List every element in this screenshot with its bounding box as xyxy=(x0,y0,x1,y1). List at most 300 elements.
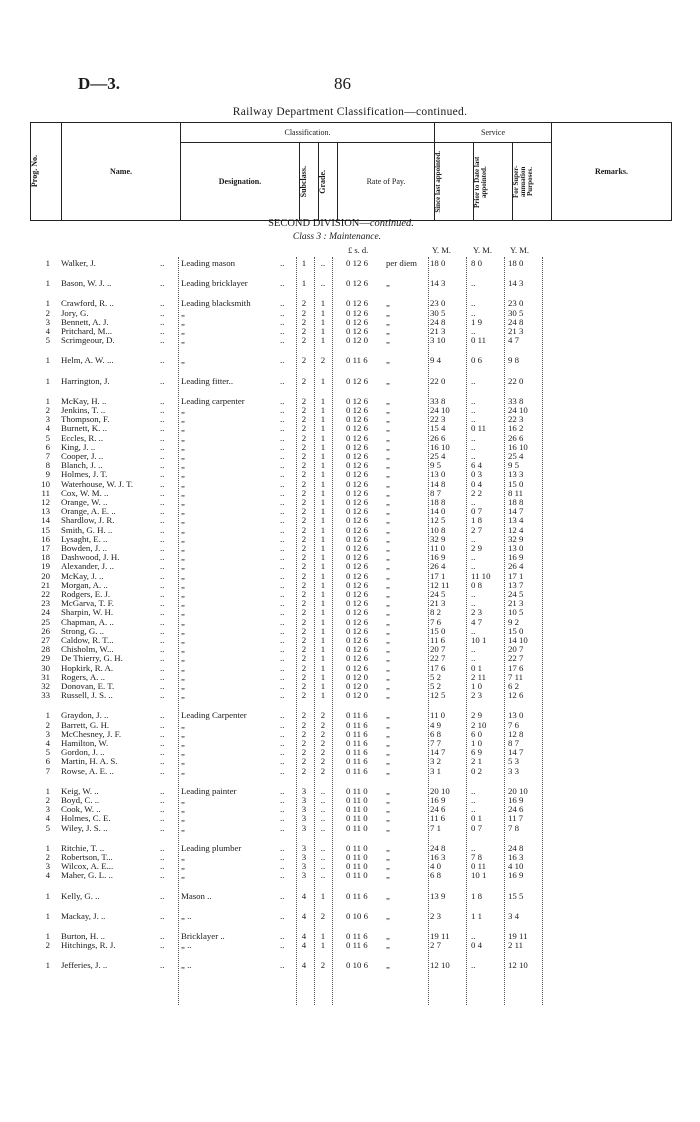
row-designation: „ xyxy=(181,625,185,636)
row-rate-period: „ xyxy=(386,533,390,544)
row-superannuation: 24 6 xyxy=(508,804,524,815)
row-rate-period: „ xyxy=(386,738,390,748)
row-subclass: 1 xyxy=(301,258,307,268)
row-rate-period: „ xyxy=(386,653,390,664)
row-grade: 1 xyxy=(320,335,326,346)
row-designation: Leading painter xyxy=(181,785,237,796)
table-row xyxy=(0,823,700,834)
row-prog-no: 1 xyxy=(45,258,50,268)
row-prog-no: 5 xyxy=(45,822,50,833)
row-designation: „ .. xyxy=(181,940,192,951)
row-leader: .. xyxy=(280,910,285,921)
row-subclass: 3 xyxy=(301,822,307,833)
row-subclass: 2 xyxy=(301,414,307,425)
row-rate-period: „ xyxy=(386,910,390,921)
row-subclass: 2 xyxy=(301,552,307,563)
row-prog-no: 3 xyxy=(45,728,50,739)
row-leader: .. xyxy=(280,298,285,309)
row-rate-period: „ xyxy=(386,543,390,553)
row-rate-period: „ xyxy=(386,940,390,951)
row-rate: 0 11 0 xyxy=(346,795,368,805)
row-designation: „ xyxy=(181,765,185,776)
row-superannuation: 21 3 xyxy=(508,598,524,609)
col-since-last: Since last appointed. xyxy=(434,150,442,213)
row-name: Boyd, C. .. xyxy=(61,795,100,805)
row-grade: .. xyxy=(320,804,326,815)
col-prog-no: Prog. No. xyxy=(30,155,39,188)
row-designation: Mason .. xyxy=(181,890,212,901)
row-since-last: 7 1 xyxy=(430,822,441,833)
row-since-last: 12 5 xyxy=(430,515,446,526)
row-prior: 2 10 xyxy=(471,719,487,730)
row-name: Keig, W. .. xyxy=(61,785,99,796)
row-leader: .. xyxy=(160,813,165,824)
row-since-last: 2 7 xyxy=(430,940,441,951)
row-subclass: 3 xyxy=(301,813,307,824)
row-leader: .. xyxy=(160,524,165,535)
row-name: Rowse, A. E. .. xyxy=(61,765,114,776)
row-since-last: 4 0 xyxy=(430,861,441,872)
row-leader: .. xyxy=(160,671,165,682)
row-rate: 0 12 6 xyxy=(346,598,368,609)
row-leader: .. xyxy=(280,795,285,805)
row-designation: „ xyxy=(181,460,185,471)
row-rate-period: per diem xyxy=(386,258,418,268)
row-leader: .. xyxy=(280,728,285,739)
row-rate-period: „ xyxy=(386,931,390,941)
row-rate-period: „ xyxy=(386,861,390,872)
row-leader: .. xyxy=(280,644,285,655)
row-designation: „ xyxy=(181,497,185,507)
row-prior: 10 1 xyxy=(471,635,487,645)
row-leader: .. xyxy=(160,756,165,767)
row-leader: .. xyxy=(280,395,285,406)
row-rate-period: „ xyxy=(386,469,390,480)
row-leader: .. xyxy=(280,524,285,535)
row-leader: .. xyxy=(280,870,285,881)
row-prog-no: 5 xyxy=(45,432,50,443)
row-superannuation: 9 8 xyxy=(508,355,519,366)
row-name: Lysaght, E. .. xyxy=(61,533,108,544)
row-rate-period: „ xyxy=(386,375,390,386)
row-designation: „ xyxy=(181,747,185,758)
row-since-last: 11 0 xyxy=(430,710,446,721)
row-prior: .. xyxy=(471,552,476,563)
row-superannuation: 19 11 xyxy=(508,931,528,941)
row-subclass: 2 xyxy=(301,598,307,609)
row-leader: .. xyxy=(280,432,285,443)
row-name: Graydon, J. .. xyxy=(61,710,109,721)
row-leader: .. xyxy=(160,861,165,872)
row-grade: 1 xyxy=(320,635,326,645)
row-superannuation: 8 7 xyxy=(508,738,519,748)
row-rate: 0 12 6 xyxy=(346,307,368,318)
row-name: Martin, H. A. S. xyxy=(61,756,118,767)
row-name: Donovan, E. T. xyxy=(61,681,115,691)
row-designation: Leading Carpenter xyxy=(181,710,247,721)
row-superannuation: 22 7 xyxy=(508,653,524,664)
row-since-last: 9 5 xyxy=(430,460,441,471)
row-name: Thompson, F. xyxy=(61,414,110,425)
row-superannuation: 24 8 xyxy=(508,316,524,327)
row-grade: 1 xyxy=(320,890,326,901)
row-rate-period: „ xyxy=(386,552,390,563)
row-designation: „ xyxy=(181,570,185,581)
row-prior: 0 11 xyxy=(471,861,487,872)
row-rate-period: „ xyxy=(386,728,390,739)
row-superannuation: 12 6 xyxy=(508,690,524,701)
row-name: De Thierry, G. H. xyxy=(61,653,123,664)
row-grade: .. xyxy=(320,870,326,881)
row-grade: 1 xyxy=(320,460,326,471)
row-leader: .. xyxy=(160,335,165,346)
row-since-last: 26 6 xyxy=(430,432,446,443)
row-superannuation: 13 0 xyxy=(508,543,524,553)
row-name: Burton, H. .. xyxy=(61,931,105,941)
row-name: Robertson, T... xyxy=(61,852,113,862)
row-designation: „ xyxy=(181,355,185,366)
row-leader: .. xyxy=(280,852,285,862)
row-rate: 0 12 6 xyxy=(346,644,368,655)
row-superannuation: 17 6 xyxy=(508,662,524,673)
row-subclass: 4 xyxy=(301,960,307,971)
row-subclass: 2 xyxy=(301,728,307,739)
row-rate-period: „ xyxy=(386,487,390,498)
row-grade: 1 xyxy=(320,478,326,489)
row-leader: .. xyxy=(280,316,285,327)
row-rate-period: „ xyxy=(386,852,390,862)
row-since-last: 4 9 xyxy=(430,719,441,730)
row-superannuation: 18 0 xyxy=(508,258,524,268)
row-superannuation: 20 10 xyxy=(508,785,528,796)
row-name: Rodgers, E. J. xyxy=(61,589,111,599)
row-superannuation: 11 7 xyxy=(508,813,524,824)
row-designation: „ xyxy=(181,478,185,489)
row-prog-no: 1 xyxy=(45,890,50,901)
row-rate: 0 11 0 xyxy=(346,813,368,824)
row-leader: .. xyxy=(280,469,285,480)
row-leader: .. xyxy=(280,515,285,526)
row-rate: 0 12 6 xyxy=(346,662,368,673)
row-name: Jenkins, T. .. xyxy=(61,405,106,415)
row-rate: 0 11 0 xyxy=(346,861,368,872)
row-superannuation: 9 2 xyxy=(508,616,519,627)
row-name: Smith, G. H. .. xyxy=(61,524,113,535)
row-prog-no: 15 xyxy=(41,524,50,535)
row-since-last: 16 9 xyxy=(430,552,446,563)
row-leader: .. xyxy=(160,423,165,434)
row-since-last: 14 3 xyxy=(430,278,446,289)
row-designation: „ xyxy=(181,307,185,318)
row-subclass: 2 xyxy=(301,738,307,748)
row-subclass: 2 xyxy=(301,375,307,386)
row-superannuation: 12 10 xyxy=(508,960,528,971)
row-name: McKay, H. .. xyxy=(61,395,107,406)
row-designation: „ xyxy=(181,326,185,336)
row-prior: .. xyxy=(471,644,476,655)
row-grade: 1 xyxy=(320,931,326,941)
row-rate: 0 12 6 xyxy=(346,570,368,581)
row-subclass: 3 xyxy=(301,842,307,853)
row-prog-no: 7 xyxy=(45,451,50,461)
row-rate-period: „ xyxy=(386,506,390,517)
row-since-last: 15 4 xyxy=(430,423,446,434)
row-rate-period: „ xyxy=(386,579,390,590)
row-rate: 0 12 6 xyxy=(346,616,368,627)
row-prior: 2 9 xyxy=(471,710,482,721)
row-grade: 1 xyxy=(320,616,326,627)
row-rate: 0 11 0 xyxy=(346,822,368,833)
row-rate-period: „ xyxy=(386,747,390,758)
row-designation: „ xyxy=(181,543,185,553)
row-rate-period: „ xyxy=(386,355,390,366)
row-superannuation: 2 11 xyxy=(508,940,524,951)
row-prog-no: 26 xyxy=(41,625,50,636)
row-grade: 1 xyxy=(320,469,326,480)
row-name: Dashwood, J. H. xyxy=(61,552,120,563)
row-subclass: 2 xyxy=(301,515,307,526)
row-leader: .. xyxy=(160,326,165,336)
row-rate: 0 12 6 xyxy=(346,478,368,489)
row-subclass: 3 xyxy=(301,785,307,796)
row-rate: 0 12 6 xyxy=(346,653,368,664)
row-prog-no: 9 xyxy=(45,469,50,480)
row-designation: „ .. xyxy=(181,960,192,971)
row-prog-no: 12 xyxy=(41,497,50,507)
row-prior: .. xyxy=(471,931,476,941)
row-leader: .. xyxy=(280,355,285,366)
page-number: 86 xyxy=(334,74,351,93)
row-designation: „ xyxy=(181,728,185,739)
row-name: Cook, W. .. xyxy=(61,804,101,815)
row-name: Waterhouse, W. J. T. xyxy=(61,478,134,489)
row-rate-period: „ xyxy=(386,607,390,618)
row-rate: 0 11 6 xyxy=(346,940,368,951)
row-subclass: 2 xyxy=(301,756,307,767)
row-rate-period: „ xyxy=(386,515,390,526)
row-leader: .. xyxy=(160,616,165,627)
row-superannuation: 16 2 xyxy=(508,423,524,434)
row-prog-no: 24 xyxy=(41,607,50,618)
row-superannuation: 24 5 xyxy=(508,589,524,599)
row-name: Bason, W. J. .. xyxy=(61,278,112,289)
row-superannuation: 24 8 xyxy=(508,842,524,853)
row-designation: „ xyxy=(181,316,185,327)
row-designation: „ xyxy=(181,616,185,627)
row-rate: 0 11 6 xyxy=(346,765,368,776)
row-leader: .. xyxy=(280,497,285,507)
row-rate: 0 12 6 xyxy=(346,258,368,268)
row-designation: „ xyxy=(181,524,185,535)
row-prog-no: 4 xyxy=(45,326,50,336)
row-rate: 0 12 6 xyxy=(346,316,368,327)
row-leader: .. xyxy=(160,589,165,599)
row-rate-period: „ xyxy=(386,478,390,489)
row-grade: 1 xyxy=(320,644,326,655)
row-grade: 1 xyxy=(320,405,326,415)
row-since-last: 22 0 xyxy=(430,375,446,386)
row-since-last: 15 0 xyxy=(430,625,446,636)
row-subclass: 2 xyxy=(301,460,307,471)
row-prior: 6 4 xyxy=(471,460,482,471)
row-prog-no: 2 xyxy=(45,307,50,318)
row-designation: „ xyxy=(181,451,185,461)
col-name: Name. xyxy=(62,123,181,221)
row-grade: 2 xyxy=(320,738,326,748)
row-since-last: 5 2 xyxy=(430,681,441,691)
row-grade: 1 xyxy=(320,598,326,609)
row-grade: 2 xyxy=(320,960,326,971)
row-leader: .. xyxy=(280,710,285,721)
row-prog-no: 6 xyxy=(45,441,50,452)
units-since-last: Y. M. xyxy=(432,245,451,255)
row-leader: .. xyxy=(160,940,165,951)
row-designation: „ xyxy=(181,335,185,346)
row-grade: 1 xyxy=(320,375,326,386)
row-rate: 0 11 0 xyxy=(346,870,368,881)
row-name: Strong, G. .. xyxy=(61,625,105,636)
row-leader: .. xyxy=(280,738,285,748)
row-subclass: 2 xyxy=(301,635,307,645)
row-prog-no: 10 xyxy=(41,478,50,489)
row-prior: .. xyxy=(471,497,476,507)
row-prior: .. xyxy=(471,326,476,336)
row-superannuation: 22 3 xyxy=(508,414,524,425)
row-prog-no: 16 xyxy=(41,533,50,544)
row-leader: .. xyxy=(280,671,285,682)
row-prog-no: 2 xyxy=(45,405,50,415)
row-grade: 1 xyxy=(320,506,326,517)
row-leader: .. xyxy=(280,785,285,796)
row-rate-period: „ xyxy=(386,335,390,346)
row-since-last: 12 11 xyxy=(430,579,450,590)
row-name: Harrington, J. xyxy=(61,375,110,386)
row-rate-period: „ xyxy=(386,460,390,471)
row-subclass: 2 xyxy=(301,307,307,318)
row-leader: .. xyxy=(160,469,165,480)
row-leader: .. xyxy=(280,635,285,645)
row-prog-no: 1 xyxy=(45,960,50,971)
col-group-classification: Classification. xyxy=(181,123,435,143)
row-prior: .. xyxy=(471,795,476,805)
row-superannuation: 13 4 xyxy=(508,515,524,526)
row-leader: .. xyxy=(160,681,165,691)
row-designation: „ xyxy=(181,813,185,824)
row-designation: Leading mason xyxy=(181,258,235,268)
row-rate-period: „ xyxy=(386,497,390,507)
col-rate-of-pay: Rate of Pay. xyxy=(338,143,435,221)
row-name: Orange, A. E. .. xyxy=(61,506,116,517)
row-rate: 0 12 6 xyxy=(346,561,368,572)
row-since-last: 24 10 xyxy=(430,405,450,415)
row-designation: „ xyxy=(181,469,185,480)
row-grade: 1 xyxy=(320,432,326,443)
row-rate-period: „ xyxy=(386,710,390,721)
row-rate: 0 12 6 xyxy=(346,506,368,517)
row-grade: 1 xyxy=(320,570,326,581)
row-name: Kelly, G. .. xyxy=(61,890,100,901)
row-leader: .. xyxy=(160,785,165,796)
row-since-last: 3 2 xyxy=(430,756,441,767)
row-leader: .. xyxy=(160,960,165,971)
row-rate-period: „ xyxy=(386,681,390,691)
row-designation: „ xyxy=(181,515,185,526)
row-leader: .. xyxy=(280,940,285,951)
row-since-last: 22 7 xyxy=(430,653,446,664)
row-prior: .. xyxy=(471,441,476,452)
row-leader: .. xyxy=(280,423,285,434)
row-rate-period: „ xyxy=(386,405,390,415)
row-prog-no: 1 xyxy=(45,278,50,289)
table-row xyxy=(0,278,700,289)
row-prior: 1 0 xyxy=(471,681,482,691)
row-prog-no: 29 xyxy=(41,653,50,664)
row-rate: 0 12 6 xyxy=(346,533,368,544)
table-row xyxy=(0,911,700,922)
row-since-last: 14 0 xyxy=(430,506,446,517)
row-leader: .. xyxy=(160,432,165,443)
row-rate: 0 11 6 xyxy=(346,747,368,758)
row-leader: .. xyxy=(160,607,165,618)
row-rate-period: „ xyxy=(386,441,390,452)
row-prog-no: 3 xyxy=(45,861,50,872)
col-grade: Grade. xyxy=(318,169,327,194)
row-rate: 0 11 6 xyxy=(346,890,368,901)
row-leader: .. xyxy=(280,589,285,599)
row-prog-no: 4 xyxy=(45,738,50,748)
row-superannuation: 14 7 xyxy=(508,506,524,517)
row-superannuation: 12 8 xyxy=(508,728,524,739)
row-name: Jefferies, J. .. xyxy=(61,960,108,971)
row-grade: 1 xyxy=(320,653,326,664)
row-leader: .. xyxy=(280,278,285,289)
row-designation: „ xyxy=(181,804,185,815)
row-superannuation: 5 3 xyxy=(508,756,519,767)
row-rate: 0 11 0 xyxy=(346,842,368,853)
row-leader: .. xyxy=(280,561,285,572)
row-rate: 0 10 6 xyxy=(346,960,368,971)
row-prog-no: 4 xyxy=(45,813,50,824)
row-designation: Leading bricklayer xyxy=(181,278,248,289)
row-leader: .. xyxy=(160,910,165,921)
row-since-last: 7 6 xyxy=(430,616,441,627)
row-superannuation: 26 4 xyxy=(508,561,524,572)
row-prior: 1 0 xyxy=(471,738,482,748)
row-leader: .. xyxy=(280,307,285,318)
row-name: Walker, J. xyxy=(61,258,96,268)
row-rate: 0 12 0 xyxy=(346,681,368,691)
row-prior: 11 10 xyxy=(471,570,491,581)
row-prog-no: 20 xyxy=(41,570,50,581)
row-designation: „ xyxy=(181,598,185,609)
row-grade: 1 xyxy=(320,625,326,636)
row-since-last: 3 10 xyxy=(430,335,446,346)
units-superannuation: Y. M. xyxy=(510,245,529,255)
row-superannuation: 23 0 xyxy=(508,298,524,309)
row-prog-no: 2 xyxy=(45,852,50,862)
row-designation: „ xyxy=(181,756,185,767)
row-designation: „ xyxy=(181,852,185,862)
row-subclass: 3 xyxy=(301,870,307,881)
row-prior: .. xyxy=(471,395,476,406)
row-since-last: 33 8 xyxy=(430,395,446,406)
row-designation: Bricklayer .. xyxy=(181,931,225,941)
row-designation: „ xyxy=(181,690,185,701)
row-superannuation: 7 11 xyxy=(508,671,524,682)
row-prog-no: 22 xyxy=(41,589,50,599)
row-grade: 1 xyxy=(320,497,326,507)
row-subclass: 2 xyxy=(301,316,307,327)
